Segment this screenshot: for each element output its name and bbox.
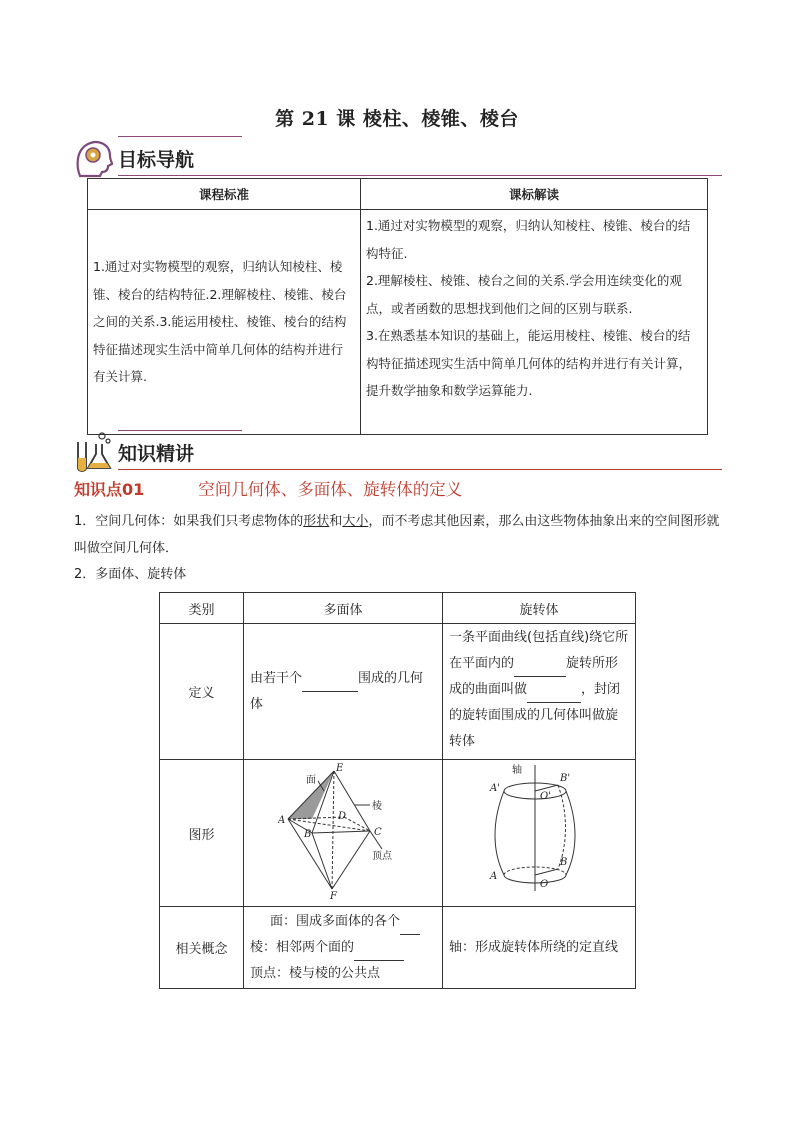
figure-label: A (490, 871, 498, 882)
figure-label: D (338, 811, 347, 822)
section-header-knowledge (72, 430, 722, 474)
figure-label: O' (540, 791, 551, 802)
figure-label: F (330, 891, 337, 901)
figure-label: E (336, 763, 344, 774)
fill-blank (302, 691, 358, 692)
fill-blank (514, 676, 566, 677)
fill-blank (527, 702, 581, 703)
figure-label: B' (560, 773, 571, 784)
goal-item: 3.在熟悉基本知识的基础上，能运用棱柱、棱锥、棱台的结构特征描述现实生活中简单几何体的结构并进行有关计算，提升数学抽象和数学运算能力. (366, 328, 692, 398)
knowledge-point-title: 空间几何体、多面体、旋转体的定义 (198, 480, 463, 499)
goal-item: 1.通过对实物模型的观察，归纳认知棱柱、棱锥、棱台的结构特征. (366, 218, 691, 261)
underlined-term: 大小 (342, 514, 369, 529)
solid-of-revolution-definition: 一条平面曲线(包括直线)绕它所在平面内的 旋转所形成的曲面叫做 ，封闭的旋转面围成的几何体叫做旋转体 (443, 624, 636, 760)
table-header: 课标解读 (361, 179, 708, 210)
polyhedron-figure (244, 760, 443, 907)
table-header: 课程标准 (88, 179, 361, 210)
polyhedron-concepts: 面：围成多面体的各个 棱：相邻两个面的 顶点：棱与棱的公共点 (244, 907, 443, 989)
definition-paragraph: 1．空间几何体：如果我们只考虑物体的形状和大小，而不考虑其他因素，那么由这些物体抽象出来的空间图形就叫做空间几何体． (74, 514, 720, 556)
lab-flask-icon (72, 430, 116, 474)
page-title: 第 21 课 棱柱、棱锥、棱台 (275, 108, 519, 130)
goals-left-cell: 1.通过对实物模型的观察，归纳认知棱柱、棱锥、棱台的结构特征.2.理解棱柱、棱锥、棱台之间的关系.3.能运用棱柱、棱锥、棱台的结构特征描述现实生活中简单几何体的结构并进行有关计算. (88, 210, 361, 435)
figure-label: 顶点 (372, 851, 392, 862)
figure-label: B (304, 829, 312, 840)
figure-label: 面 (306, 775, 316, 786)
table-header: 类别 (160, 593, 244, 624)
figure-label: O (540, 879, 549, 890)
table-row (160, 907, 636, 989)
knowledge-point-number: 知识点01 (74, 480, 145, 499)
octahedron-diagram (278, 761, 408, 901)
polyhedron-definition: 由若干个 围成的几何体 (244, 624, 443, 760)
brain-head-icon (72, 136, 116, 180)
barrel-diagram (484, 761, 594, 901)
solid-of-revolution-concepts: 轴：形成旋转体所绕的定直线 (443, 907, 636, 989)
solid-of-revolution-figure (443, 760, 636, 907)
definition-table (159, 592, 636, 989)
row-label: 定义 (160, 624, 244, 760)
section-title-goals: 目标导航 (118, 149, 195, 171)
figure-label: 棱 (372, 801, 382, 812)
knowledge-point-heading (74, 476, 462, 500)
row-label: 图形 (160, 760, 244, 907)
table-row (160, 624, 636, 760)
figure-label: A (278, 815, 286, 826)
figure-label: A' (490, 783, 500, 794)
table-row (160, 760, 636, 907)
figure-label: C (374, 827, 382, 838)
table-header: 旋转体 (443, 593, 636, 624)
section-title-knowledge: 知识精讲 (118, 443, 195, 465)
section-header-goals (72, 136, 722, 180)
subheading: 2．多面体、旋转体 (74, 567, 187, 582)
goal-item: 2.理解棱柱、棱锥、棱台之间的关系.学会用连续变化的观点，或者函数的思想找到他们之间的区别与联系. (366, 273, 682, 316)
table-header: 多面体 (244, 593, 443, 624)
goals-table (87, 178, 708, 435)
underlined-term: 形状 (303, 514, 330, 529)
figure-label: B (560, 857, 568, 868)
goals-right-cell (361, 210, 708, 435)
figure-label: 轴 (512, 765, 522, 776)
row-label: 相关概念 (160, 907, 244, 989)
